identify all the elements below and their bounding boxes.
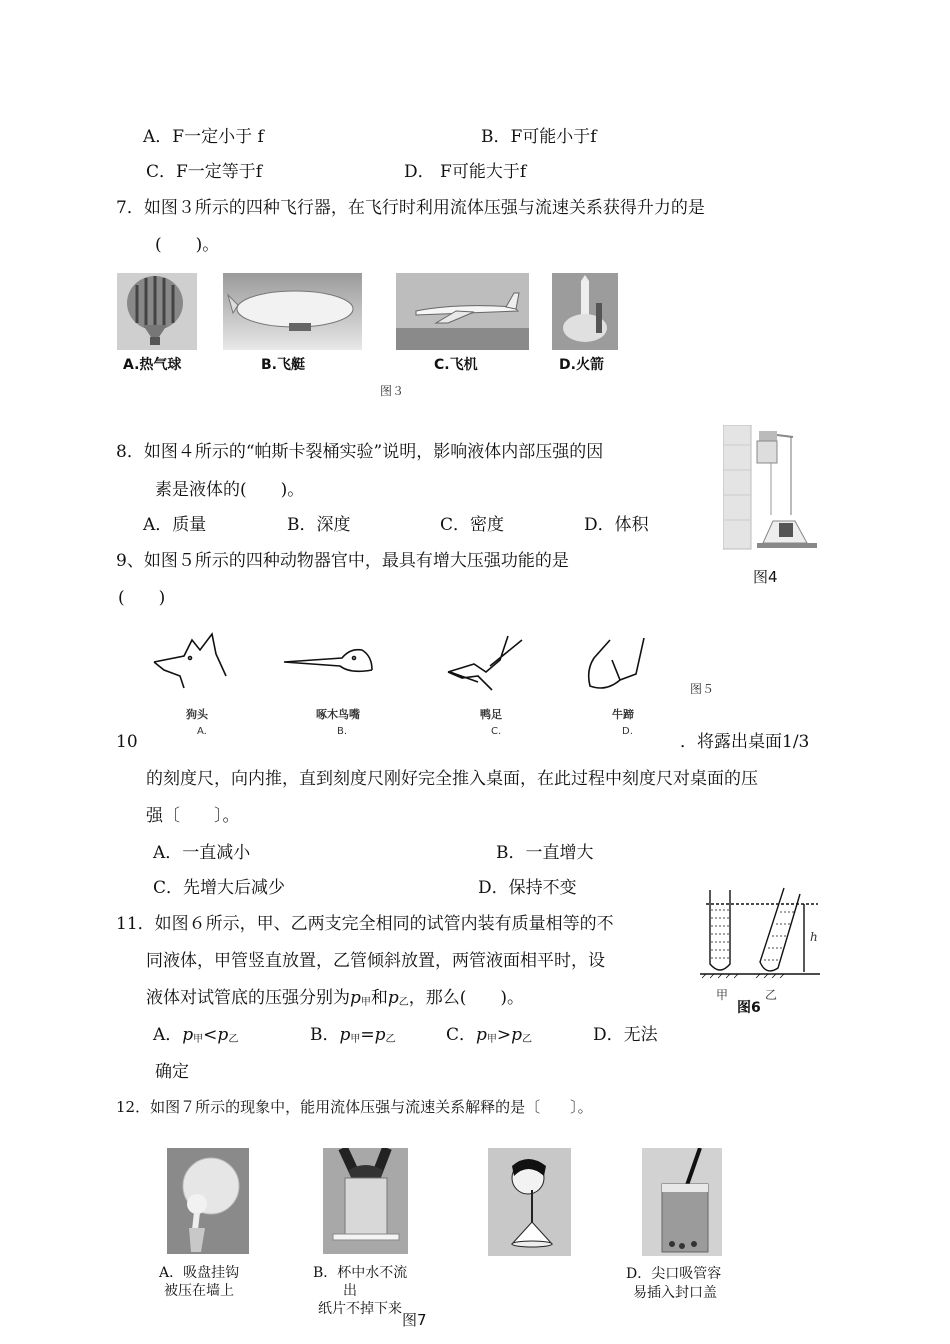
q12-figure-label: 图7 <box>402 1311 427 1329</box>
q10-option-b: B．一直增大 <box>496 843 594 863</box>
q8-option-a: A．质量 <box>143 515 207 535</box>
q11-option-c: C．$p_甲>p_乙$ <box>446 1025 533 1045</box>
q11-line2: 同液体，甲管竖直放置，乙管倾斜放置，两管液面相平时，设 <box>146 951 605 971</box>
q12-caption-a-line2: 被压在墙上 <box>164 1283 234 1299</box>
q10-option-a: A．一直减小 <box>153 843 251 863</box>
q11-option-d-cont: 确定 <box>155 1062 189 1082</box>
q10-number: 10 <box>116 732 138 752</box>
q9-blank: ( ) <box>118 588 166 608</box>
q9-name-a: 狗头 <box>186 708 208 721</box>
q8-figure-label: 图4 <box>753 568 778 586</box>
q11-line3: 液体对试管底的压强分别为$p_甲$和$p_乙$，那么( )。 <box>146 988 525 1008</box>
q7-blank: ( )。 <box>155 235 220 255</box>
q7-caption-c: C.飞机 <box>434 357 478 373</box>
q8-option-b: B．深度 <box>287 515 351 535</box>
q7-caption-a: A.热气球 <box>123 357 182 373</box>
q10-stem-tail: ．将露出桌面1/3 <box>680 732 810 752</box>
rocket-photo <box>552 273 618 350</box>
tube-label-jia: 甲 <box>716 988 729 1002</box>
funnel-blowing-drawing <box>488 1148 571 1256</box>
straw-cup-photo <box>642 1148 722 1256</box>
q8-option-d: D．体积 <box>584 515 649 535</box>
q11-line1: 11．如图６所示，甲、乙两支完全相同的试管内装有质量相等的不 <box>116 914 614 934</box>
q11-option-a: A．$p_甲<p_乙$ <box>153 1025 239 1045</box>
q10-line2: 的刻度尺，向内推，直到刻度尺刚好完全推入桌面，在此过程中刻度尺对桌面的压 <box>146 769 758 789</box>
q9-name-d: 牛蹄 <box>612 708 634 721</box>
q6-option-c: C．F一定等于f <box>146 162 263 182</box>
q11-option-b: B．$p_甲=p_乙$ <box>310 1025 396 1045</box>
q12-caption-a-line1: A．吸盘挂钩 <box>159 1265 240 1281</box>
animal-organs-drawing <box>150 630 690 696</box>
airplane-photo <box>396 273 529 350</box>
q8-stem-cont: 素是液体的( )。 <box>155 480 305 500</box>
q10-option-d: D．保持不变 <box>478 878 577 898</box>
q12-caption-b-line3: 纸片不掉下来 <box>318 1301 402 1317</box>
q9-letter-c: C. <box>491 726 502 737</box>
water-cup-photo <box>323 1148 408 1254</box>
hot-air-balloon-photo <box>117 273 197 350</box>
q10-option-c: C．先增大后减少 <box>153 878 286 898</box>
q12-stem: 12．如图７所示的现象中，能用流体压强与流速关系解释的是〔 〕。 <box>116 1098 593 1116</box>
tube-label-yi: 乙 <box>765 988 778 1002</box>
q9-figure-label: 图５ <box>690 682 715 696</box>
q12-caption-d-line1: D．尖口吸管容 <box>626 1266 722 1282</box>
pascal-barrel-figure <box>723 425 823 551</box>
q11-figure-label: 图6 <box>737 1000 761 1016</box>
test-tubes-drawing <box>696 882 826 982</box>
q12-caption-b-line1: B．杯中水不流 <box>313 1265 408 1281</box>
q9-letter-b: B. <box>337 726 348 737</box>
q7-caption-d: D.火箭 <box>559 357 604 373</box>
suction-hook-photo <box>167 1148 249 1254</box>
q9-name-b: 啄木鸟嘴 <box>316 708 360 721</box>
q7-figure-label: 图３ <box>380 384 405 398</box>
q12-caption-b-line2: 出 <box>343 1283 357 1299</box>
q6-option-a: A．F一定小于 f <box>143 127 264 147</box>
q8-stem: 8．如图４所示的“帕斯卡裂桶实验”说明，影响液体内部压强的因 <box>116 442 604 462</box>
q7-stem: 7．如图３所示的四种飞行器，在飞行时利用流体压强与流速关系获得升力的是 <box>116 198 705 218</box>
q7-caption-b: B.飞艇 <box>261 357 305 373</box>
q10-line3: 强〔 〕。 <box>146 806 240 826</box>
q9-stem: 9、如图５所示的四种动物器官中，最具有增大压强功能的是 <box>116 551 569 571</box>
q12-caption-d-line2: 易插入封口盖 <box>633 1285 717 1301</box>
q9-letter-d: D. <box>622 726 633 737</box>
q11-option-d: D．无法 <box>593 1025 658 1045</box>
q6-option-b: B．F可能小于f <box>481 127 597 147</box>
airship-photo <box>223 273 362 350</box>
q6-option-d: D． F可能大于f <box>404 162 527 182</box>
q8-option-c: C．密度 <box>440 515 505 535</box>
q9-name-c: 鸭足 <box>480 708 502 721</box>
q9-letter-a: A. <box>197 726 207 737</box>
height-label: h <box>810 930 818 944</box>
